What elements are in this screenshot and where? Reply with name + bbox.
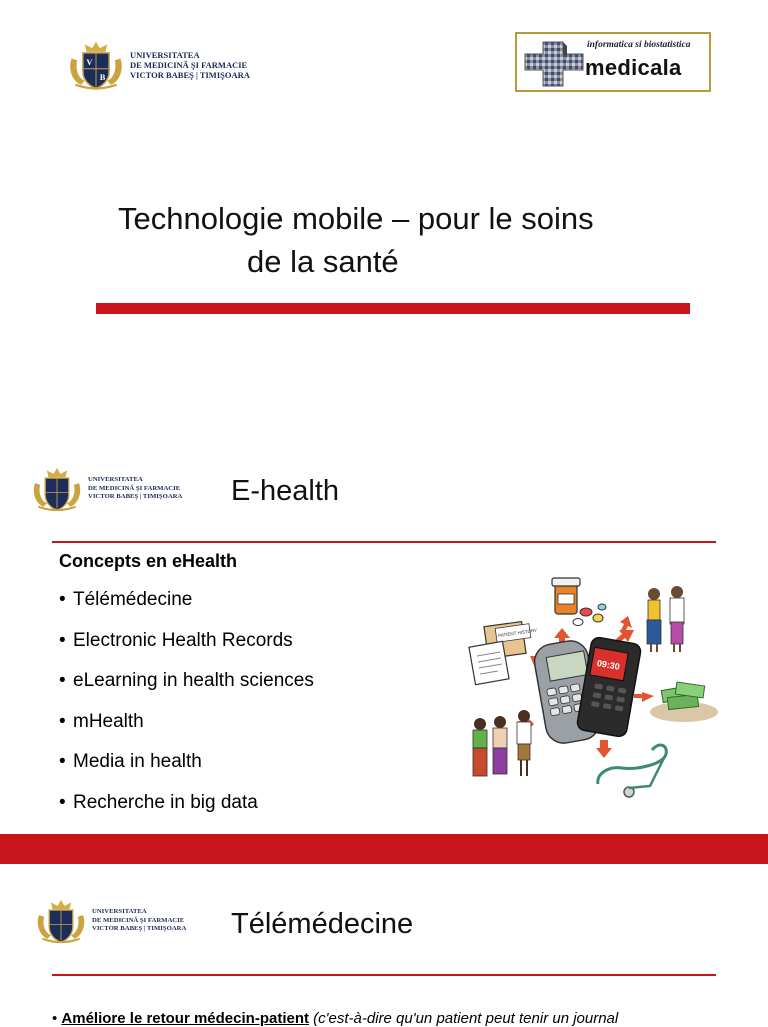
heading-divider: [52, 541, 716, 543]
patient-history-icon: [469, 622, 538, 685]
medicala-logo-subtitle: informatica si biostatistica: [587, 40, 691, 50]
concepts-title: Concepts en eHealth: [59, 551, 238, 571]
mhealth-illustration: [462, 572, 722, 804]
university-crest-icon: [34, 898, 88, 944]
paragraph-bold-text: Améliore le retour médecin-patient: [61, 1010, 309, 1027]
list-item-text: Télémédecine: [73, 589, 193, 610]
university-logo: [66, 38, 250, 92]
medicala-logo: [515, 32, 711, 92]
list-item: • Télémédecine: [59, 586, 314, 627]
heading-divider: [52, 974, 716, 976]
university-logo: [30, 466, 182, 512]
phone-screen-time: 09:30: [596, 657, 621, 672]
university-name-line3: VICTOR BABEŞ | TIMIŞOARA: [130, 70, 250, 80]
medicala-logo-title: medicala: [585, 55, 682, 80]
title-underline: [96, 303, 690, 314]
university-name: [88, 476, 182, 502]
concepts-list: [59, 586, 314, 830]
list-item-text: mHealth: [73, 710, 144, 732]
university-crest-icon: [30, 466, 84, 512]
university-logo: [34, 898, 186, 944]
body-paragraph: • Améliore le retour médecin-patient (c'est-à-dire qu'un patient peut tenir un journal: [52, 1010, 619, 1027]
university-name-line2: DE MEDICINĂ ŞI FARMACIE: [130, 60, 248, 70]
slide-title-line2: de la santé: [247, 244, 399, 279]
university-name-line3: VICTOR BABEŞ | TIMIŞOARA: [92, 925, 187, 933]
slide-title-line1: Technologie mobile – pour le soins: [118, 201, 594, 236]
money-icon: [650, 682, 718, 722]
slide-heading: E-health: [231, 475, 340, 507]
list-item: • eLearning in health sciences: [59, 667, 314, 708]
university-name-line3: VICTOR BABEŞ | TIMIŞOARA: [88, 493, 183, 501]
paragraph-italic-text: (c'est-à-dire qu'un patient peut tenir un journal: [313, 1010, 619, 1027]
list-item: • Recherche in big data: [59, 789, 314, 830]
medical-cross-icon: [521, 36, 587, 90]
crest-letter-b: B: [99, 72, 106, 82]
health-workers-icon: [647, 586, 684, 652]
patients-icon: [473, 710, 531, 776]
list-item: • Media in health: [59, 748, 314, 789]
list-item-text: eLearning in health sciences: [73, 670, 314, 692]
university-name-line2: DE MEDICINĂ ŞI FARMACIE: [88, 484, 181, 492]
list-item: • mHealth: [59, 708, 314, 749]
crest-letter-v: V: [86, 57, 93, 67]
list-item-text: Recherche in big data: [73, 791, 258, 813]
university-name-line1: UNIVERSITATEA: [130, 50, 200, 60]
university-name-line1: UNIVERSITATEA: [88, 476, 143, 484]
list-item-text: Media in health: [73, 751, 202, 773]
university-name: [92, 908, 186, 934]
university-name: [130, 50, 250, 80]
list-item: • Electronic Health Records: [59, 627, 314, 668]
pill-bottle-icon: [552, 578, 580, 614]
patient-history-label: PATIENT HISTORY: [497, 627, 538, 639]
slide-separator: [0, 834, 768, 864]
pills-icon: [573, 604, 606, 626]
list-item-text: Electronic Health Records: [73, 629, 293, 651]
university-name-line2: DE MEDICINĂ ŞI FARMACIE: [92, 916, 185, 924]
university-crest-icon: [66, 38, 126, 92]
slide-heading: Télémédecine: [231, 908, 414, 940]
university-name-line1: UNIVERSITATEA: [92, 908, 147, 916]
